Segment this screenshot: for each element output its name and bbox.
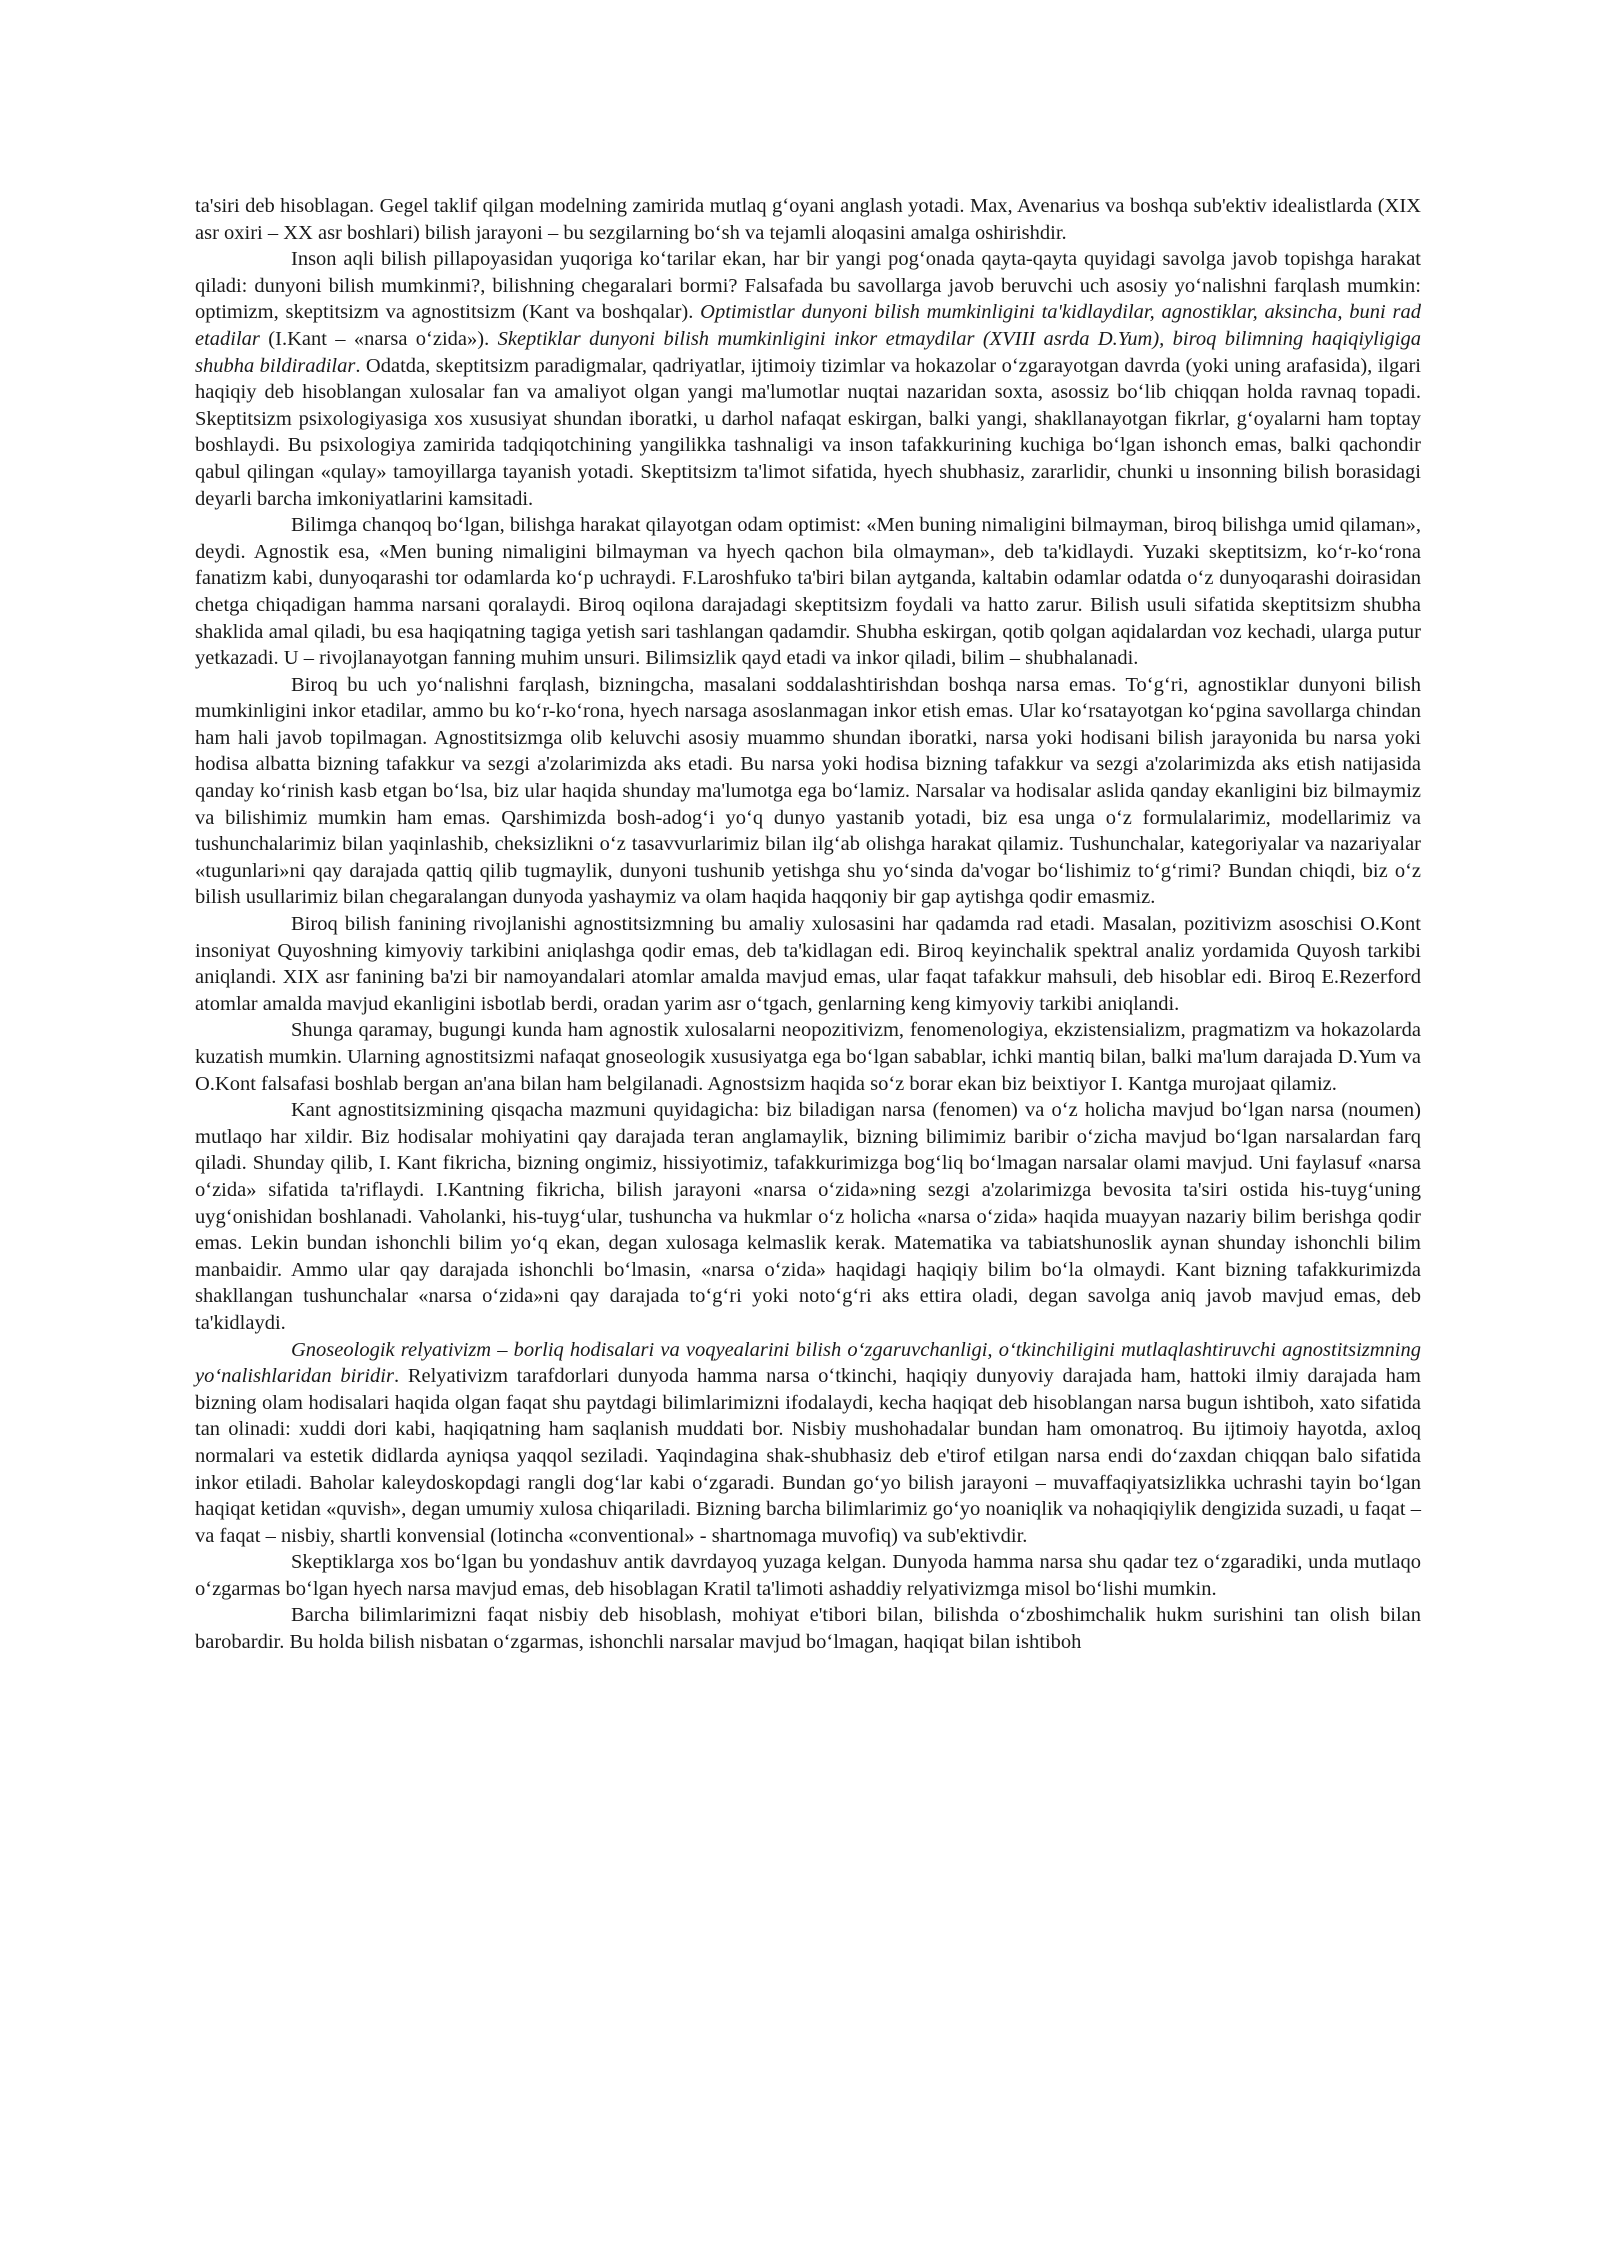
paragraph-2: [195, 246, 1421, 512]
paragraph-4: [195, 672, 1421, 911]
paragraph-2-text: Inson aqli bilish pillapoyasidan yuqoriga ko‘tarilar ekan, har bir yangi pog‘onada qayta-qayta quyidagi savolga javob topishga harakat qiladi: dunyoni bilish mumkinmi?, bilishning chegaralari bormi? Falsafada bu savollarga javob beruvchi uch asosiy yo‘nalishni farqlash mumkin: optimizm, skeptitsizm va agnostitsizm (Kant va boshqalar).: [195, 248, 1421, 324]
paragraph-8: [195, 1337, 1421, 1550]
paragraph-3-text: Bilimga chanqoq bo‘lgan, bilishga harakat qilayotgan odam optimist: «Men buning nimaligini bilmayman, biroq bilishga umid qilaman», deydi. Agnostik esa, «Men buning nimaligini bilmayman va hyech qachon bila olmayman», deb ta'kidlaydi. Yuzaki skeptitsizm, ko‘r-ko‘rona fanatizm kabi, dunyoqarashi tor odamlarda ko‘p uchraydi. F.Laroshfuko ta'biri bilan aytganda, kaltabin odamlar odatda o‘z dunyoqarashi doirasidan chetga chiqadigan hamma narsani qoralaydi. Biroq oqilona darajadagi skeptitsizm foydali va hatto zarur. Bilish usuli sifatida skeptitsizm shubha shaklida amal qiladi, bu esa haqiqatning tagiga yetish sari tashlangan qadamdir. Shubha eskirgan, qotib qolgan aqidalardan voz kechadi, ularga putur yetkazadi. U – rivojlanayotgan fanning muhim unsuri. Bilimsizlik qayd etadi va inkor qiladi, bilim – shubhalanadi.: [195, 514, 1421, 670]
paragraph-2-text: . Odatda, skeptitsizm paradigmalar, qadriyatlar, ijtimoiy tizimlar va hokazolar o‘zgarayotgan davrda (yoki uning arafasida), ilgari haqiqiy deb hisoblangan xulosalar fan va amaliyot olgan yangi ma'lumotlar nuqtai nazaridan soxta, asossiz bo‘lib chiqqan holda ravnaq topadi. Skeptitsizm psixologiyasiga xos xususiyat shundan iboratki, u darhol nafaqat eskirgan, balki yangi, shakllanayotgan fikrlar, g‘oyalarni ham toptay boshlaydi. Bu psixologiya zamirida tadqiqotchining yangilikka tashnaligi va inson tafakkurining kuchiga bo‘lgan ishonch emas, balki qachondir qabul qilingan «qulay» tamoyillarga tayanish yotadi. Skeptitsizm ta'limot sifatida, hyech shubhasiz, zararlidir, chunki u insonning bilish borasidagi deyarli barcha imkoniyatlarini kamsitadi.: [195, 354, 1421, 510]
paragraph-9: [195, 1549, 1421, 1602]
paragraph-4-text: Biroq bu uch yo‘nalishni farqlash, bizningcha, masalani soddalashtirishdan boshqa narsa emas. To‘g‘ri, agnostiklar dunyoni bilish mumkinligini inkor etadilar, ammo bu ko‘r-ko‘rona, hyech narsaga asoslanmagan inkor etish emas. Ular ko‘rsatayotgan ko‘pgina savollarga chindan ham hali javob topilmagan. Agnostitsizmga olib keluvchi asosiy muammo shundan iboratki, narsa yoki hodisani bilish jarayonida bu narsa yoki hodisa albatta bizning tafakkur va sezgi a'zolarimizda aks etadi. Bu narsa yoki hodisa bizning tafakkur va sezgi a'zolarimizda aks etish natijasida qanday ko‘rinish kasb etgan bo‘lsa, biz ular haqida shunday ma'lumotga ega bo‘lamiz. Narsalar va hodisalar aslida qanday ekanligini biz bilmaymiz va bilishimiz mumkin ham emas. Qarshimizda bosh-adog‘i yo‘q dunyo yastanib yotadi, biz esa unga o‘z formulalarimiz, modellarimiz va tushunchalarimiz bilan yaqinlashib, cheksizlikni o‘z tasavvurlarimiz bilan ilg‘ab olishga harakat qilamiz. Tushunchalar, kategoriyalar va nazariyalar «tugunlari»ni qay darajada qattiq qilib tugmaylik, dunyoni tushunib yetishga shu yo‘sinda da'vogar bo‘lishimiz to‘g‘rimi? Bundan chiqdi, biz o‘z bilish usullarimiz bilan chegaralangan dunyoda yashaymiz va olam haqida haqqoniy bir gap aytishga qodir emasmiz.: [195, 673, 1421, 909]
paragraph-8-text: . Relyativizm tarafdorlari dunyoda hamma narsa o‘tkinchi, haqiqiy dunyoviy darajada ham, hattoki ilmiy darajada ham bizning olam hodisalari haqida olgan faqat shu paytdagi bilimlarimizni ifodalaydi, kecha haqiqat deb hisoblangan narsa bugun ishtiboh, xato sifatida tan olinadi: xuddi dori kabi, haqiqatning ham saqlanish muddati bor. Nisbiy mushohadalar bundan ham omonatroq. Bu ijtimoiy hayotda, axloq normalari va estetik didlarda ayniqsa yaqqol seziladi. Yaqindagina shak-shubhasiz deb e'tirof etilgan narsa endi do‘zaxdan chiqqan balo sifatida inkor etiladi. Baholar kaleydoskopdagi rangli dog‘lar kabi o‘zgaradi. Bundan go‘yo bilish jarayoni – muvaffaqiyatsizlikka uchrashi tayin bo‘lgan haqiqat ketidan «quvish», degan umumiy xulosa chiqariladi. Bizning barcha bilimlarimiz go‘yo noaniqlik va nohaqiqiylik dengizida suzadi, u faqat – va faqat – nisbiy, shartli konvensial (lotincha «conventional» - shartnomaga muvofiq) va sub'ektivdir.: [195, 1365, 1421, 1547]
paragraph-5: [195, 911, 1421, 1017]
paragraph-7-text: Kant agnostitsizmining qisqacha mazmuni quyidagicha: biz biladigan narsa (fenomen) va o‘z holicha mavjud bo‘lgan narsa (noumen) mutlaqo har xildir. Biz hodisalar mohiyatini qay darajada teran anglamaylik, bizning bilimimiz baribir o‘zicha mavjud bo‘lgan narsalardan farq qiladi. Shunday qilib, I. Kant fikricha, bizning ongimiz, hissiyotimiz, tafakkurimizga bog‘liq bo‘lmagan narsalar olami mavjud. Uni faylasuf «narsa o‘zida» sifatida ta'riflaydi. I.Kantning fikricha, bilish jarayoni «narsa o‘zida»ning sezgi a'zolarimizga bevosita ta'siri ostida his-tuyg‘uning uyg‘onishidan boshlanadi. Vaholanki, his-tuyg‘ular, tushuncha va hukmlar o‘z holicha «narsa o‘zida» haqida muayyan nazariy bilim berishga qodir emas. Lekin bundan ishonchli bilim yo‘q ekan, degan xulosaga kelmaslik kerak. Matematika va tabiatshunoslik aynan shunday ishonchli bilim manbaidir. Ammo ular qay darajada ishonchli bo‘lmasin, «narsa o‘zida» haqidagi haqiqiy bilim bo‘la olmaydi. Kant bizning tafakkurimizda shakllangan tushunchalar «narsa o‘zida»ni qay darajada to‘g‘ri yoki noto‘g‘ri aks ettira oladi, degan savolga aniq javob mavjud emas, deb ta'kidlaydi.: [195, 1099, 1421, 1334]
paragraph-10-text: Barcha bilimlarimizni faqat nisbiy deb hisoblash, mohiyat e'tibori bilan, bilishda o‘zboshimchalik hukm surishini tan olish bilan barobardir. Bu holda bilish nisbatan o‘zgarmas, ishonchli narsalar mavjud bo‘lmagan, haqiqat bilan ishtiboh: [195, 1604, 1421, 1654]
paragraph-8-italic-relativism: Gnoseologik relyativizm – borliq hodisalari va voqyealarini bilish o‘zgaruvchanligi, o‘tkinchiligini mutlaqlashtiruvchi agnostitsizmning yo‘nalishlaridan biridir: [195, 1338, 1421, 1388]
paragraph-1: [195, 193, 1421, 246]
paragraph-2-italic-skeptics: Skeptiklar dunyoni bilish mumkinligini inkor etmaydilar (XVIII asrda D.Yum), biroq bilimning haqiqiyligiga shubha bildiradilar: [195, 327, 1421, 377]
paragraph-6-text: Shunga qaramay, bugungi kunda ham agnostik xulosalarni neopozitivizm, fenomenologiya, ekzistensializm, pragmatizm va hokazolarda kuzatish mumkin. Ularning agnostitsizmi nafaqat gnoseologik xususiyatga ega bo‘lgan sabablar, ichki mantiq bilan, balki ma'lum darajada D.Yum va O.Kont falsafasi boshlab bergan an'ana bilan ham belgilanadi. Agnostsizm haqida so‘z borar ekan biz beixtiyor I. Kantga murojaat qilamiz.: [195, 1019, 1421, 1095]
paragraph-2-italic-optimists: Optimistlar dunyoni bilish mumkinligini ta'kidlaydilar, agnostiklar, aksincha, buni rad etadilar: [195, 301, 1421, 350]
paragraph-3: [195, 512, 1421, 672]
paragraph-9-text: Skeptiklarga xos bo‘lgan bu yondashuv antik davrdayoq yuzaga kelgan. Dunyoda hamma narsa shu qadar tez o‘zgaradiki, unda mutlaqo o‘zgarmas bo‘lgan hyech narsa mavjud emas, deb hisoblagan Kratil ta'limoti ashaddiy relyativizmga misol bo‘lishi mumkin.: [195, 1551, 1421, 1600]
paragraph-5-text: Biroq bilish fanining rivojlanishi agnostitsizmning bu amaliy xulosasini har qadamda rad etadi. Masalan, pozitivizm asoschisi O.Kont insoniyat Quyoshning kimyoviy tarkibini aniqlashga qodir emas, deb ta'kidlagan edi. Biroq keyinchalik spektral analiz yordamida Quyosh tarkibi aniqlandi. XIX asr fanining ba'zi bir namoyandalari atomlar amalda mavjud emas, ular faqat tafakkur mahsuli, deb hisoblar edi. Biroq E.Rezerford atomlar amalda mavjud ekanligini isbotlab berdi, oradan yarim asr o‘tgach, genlarning keng kimyoviy tarkibi aniqlandi.: [195, 913, 1421, 1015]
paragraph-6: [195, 1017, 1421, 1097]
document-page: [195, 193, 1421, 1656]
paragraph-10: [195, 1602, 1421, 1655]
paragraph-1-text: ta'siri deb hisoblagan. Gegel taklif qilgan modelning zamirida mutlaq g‘oyani anglash yotadi. Max, Avenarius va boshqa sub'ektiv idealistlarda (XIX asr oxiri – XX asr boshlari) bilish jarayoni – bu sezgilarning bo‘sh va tejamli aloqasini amalga oshirishdir.: [195, 195, 1421, 244]
paragraph-7: [195, 1097, 1421, 1336]
paragraph-2-text: (I.Kant – «narsa o‘zida»).: [259, 327, 498, 350]
